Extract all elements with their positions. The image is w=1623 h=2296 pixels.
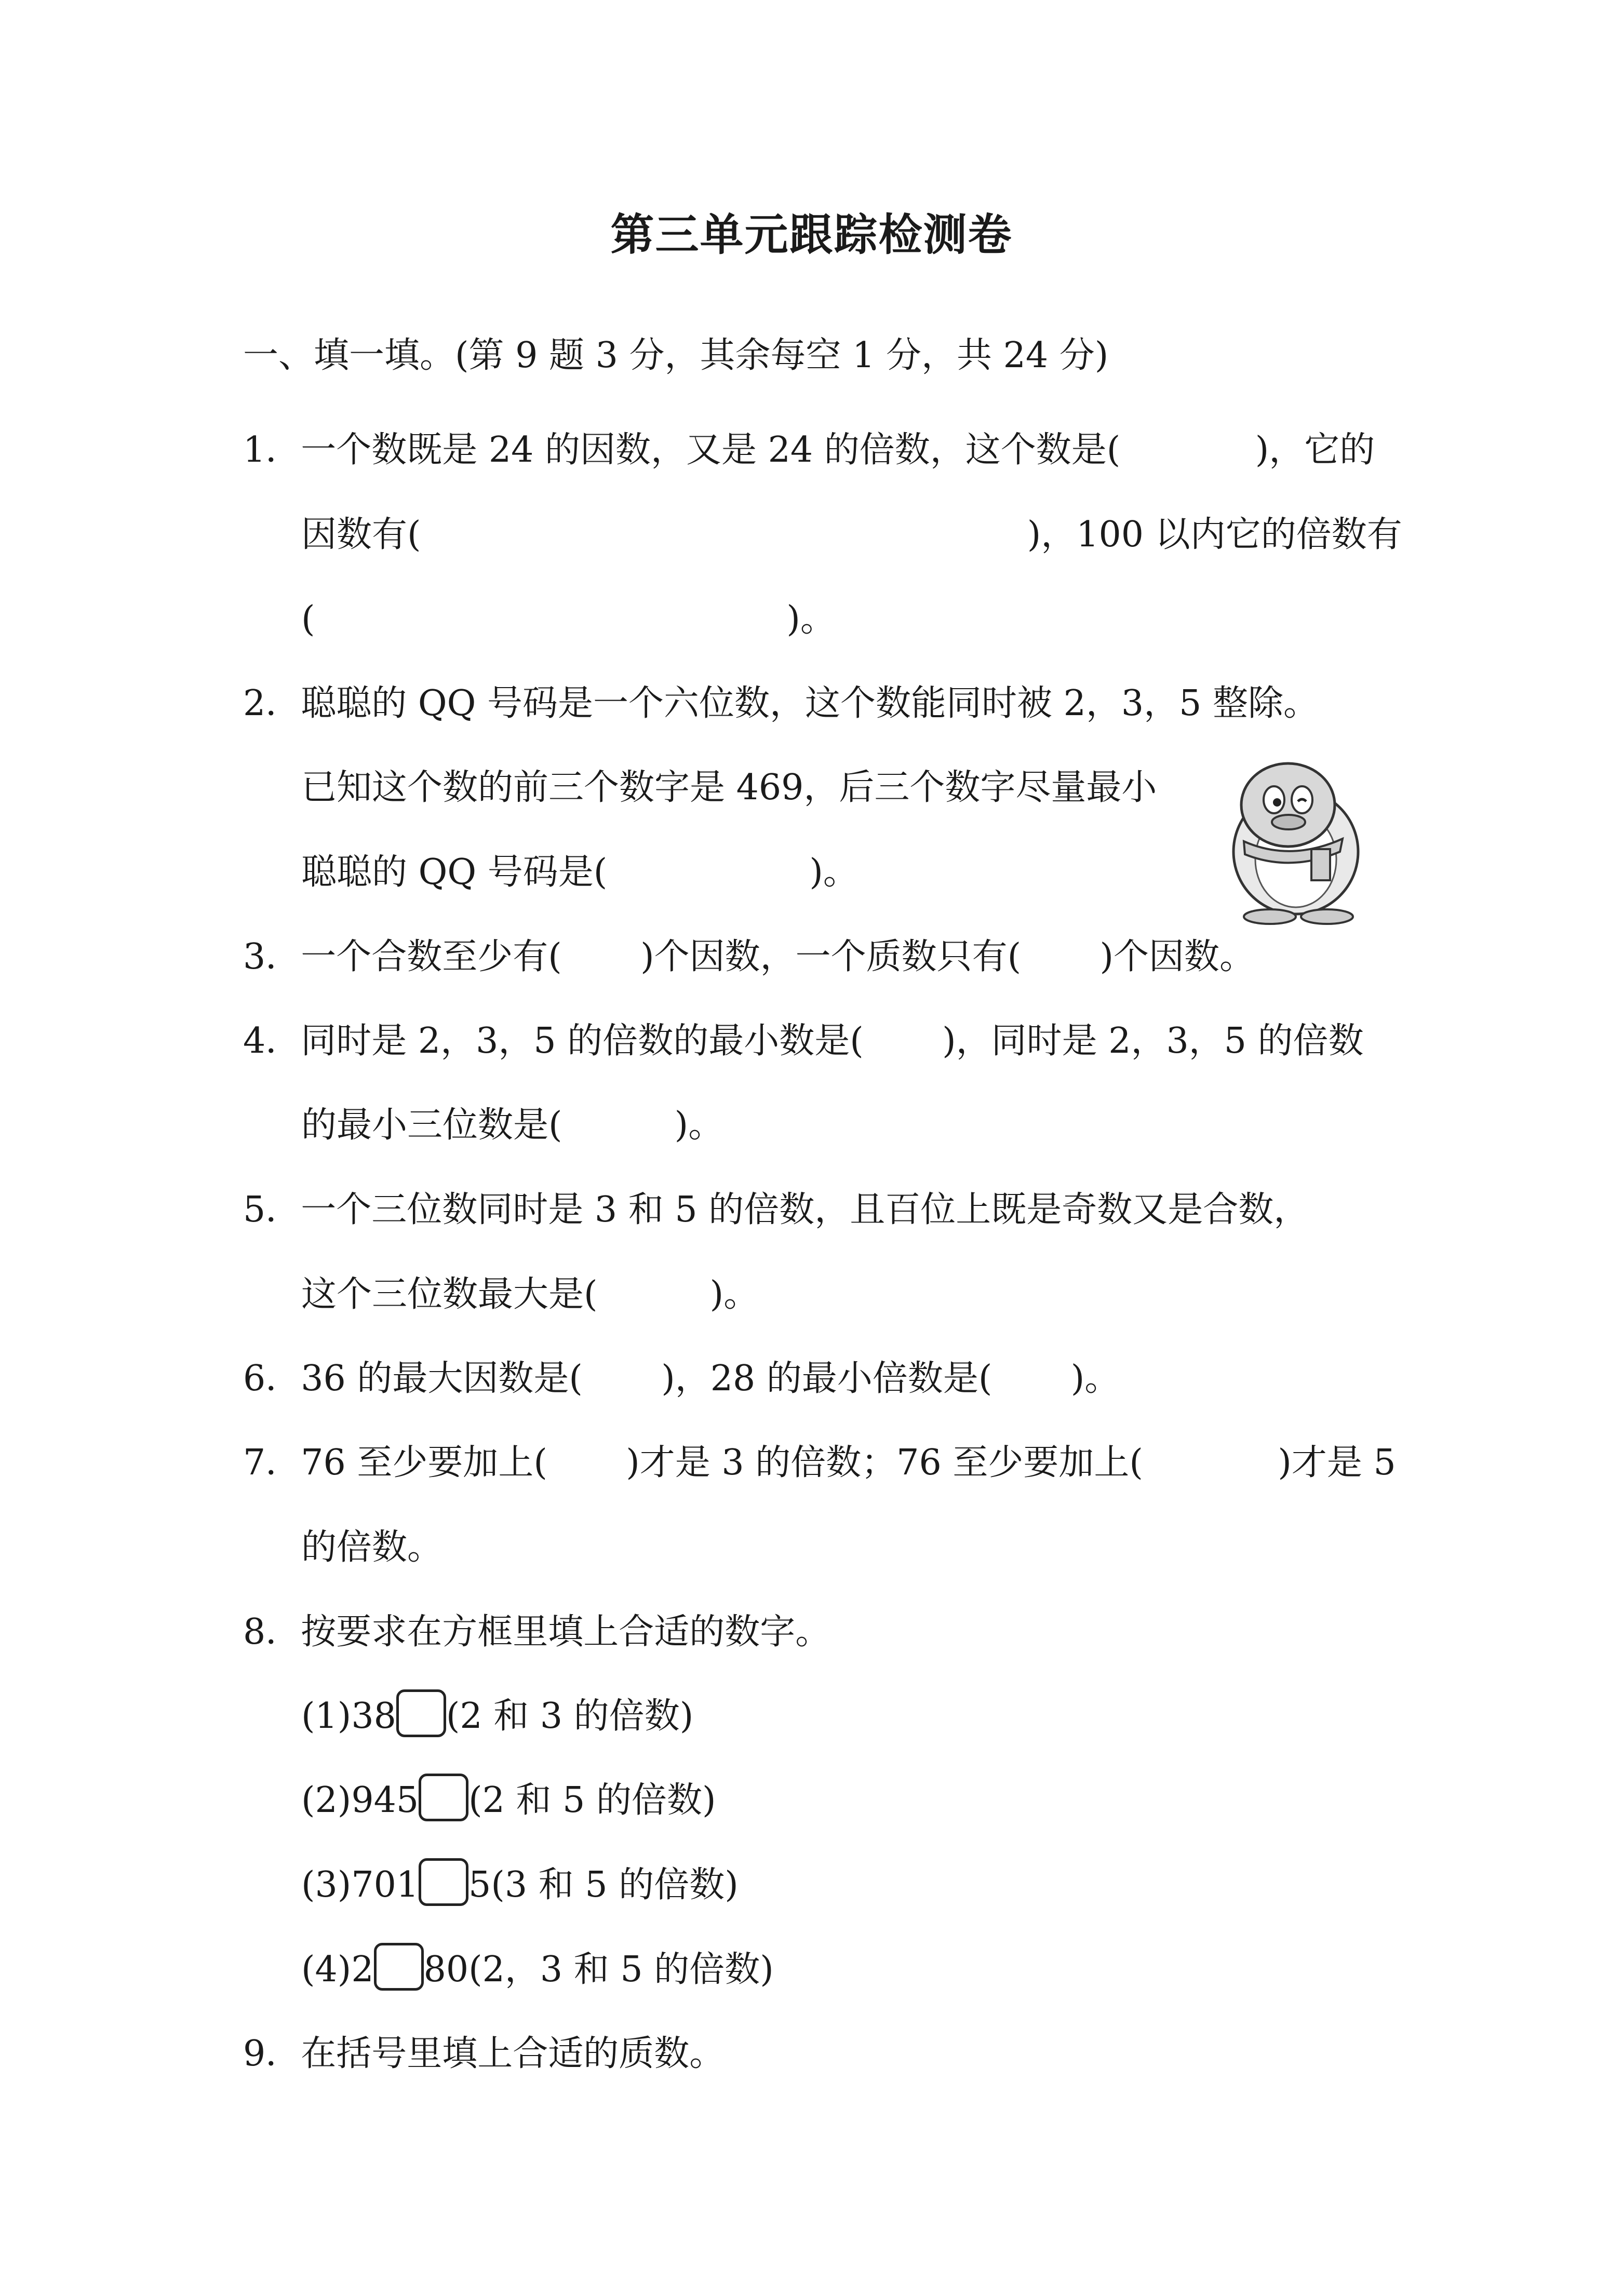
part-1-prefix: (1)38	[301, 1696, 396, 1737]
question-5-line-1: 5．一个三位数同时是 3 和 5 的倍数，且百位上既是奇数又是合数，	[243, 1189, 1309, 1230]
question-8-part-4	[301, 1941, 774, 1998]
part-1-suffix: (2 和 3 的倍数)	[446, 1696, 694, 1737]
question-4-line-1: 4．同时是 2，3，5 的倍数的最小数是( )，同时是 2，3，5 的倍数	[243, 1021, 1364, 1062]
question-2-line-2: 已知这个数的前三个数字是 469，后三个数字尽量最小	[301, 767, 1157, 808]
question-7-line-2: 的倍数。	[301, 1527, 443, 1568]
question-4-line-2: 的最小三位数是( )。	[301, 1105, 724, 1146]
answer-box-3[interactable]	[419, 1858, 468, 1906]
part-3-suffix: 5(3 和 5 的倍数)	[468, 1864, 739, 1905]
answer-box-1[interactable]	[396, 1689, 446, 1737]
part-3-prefix: (3)701	[301, 1864, 419, 1905]
question-1-line-3: ( )。	[301, 599, 836, 640]
qq-penguin-icon	[1213, 756, 1384, 927]
question-5-line-2: 这个三位数最大是( )。	[301, 1274, 759, 1315]
question-8-part-3	[301, 1857, 739, 1914]
part-4-prefix: (4)2	[301, 1949, 374, 1990]
question-8-stem: 8．按要求在方框里填上合适的数字。	[243, 1612, 831, 1653]
answer-box-2[interactable]	[419, 1774, 468, 1821]
question-8-part-2	[301, 1772, 716, 1829]
question-2-line-3: 聪聪的 QQ 号码是( )。	[301, 852, 859, 893]
part-4-suffix: 80(2，3 和 5 的倍数)	[423, 1949, 774, 1990]
question-2-line-1: 2．聪聪的 QQ 号码是一个六位数，这个数能同时被 2，3，5 整除。	[243, 683, 1319, 724]
question-7-line-1: 7．76 至少要加上( )才是 3 的倍数；76 至少要加上( )才是 5	[243, 1442, 1396, 1483]
question-8-part-1	[301, 1688, 693, 1745]
question-9: 9．在括号里填上合适的质数。	[243, 2033, 725, 2074]
page-title: 第三单元跟踪检测卷	[610, 209, 1013, 260]
question-1-line-2: 因数有( )，100 以内它的倍数有	[301, 514, 1402, 555]
question-3: 3．一个合数至少有( )个因数，一个质数只有( )个因数。	[243, 936, 1255, 977]
answer-box-4[interactable]	[374, 1943, 424, 1991]
question-1-line-1: 1．一个数既是 24 的因数，又是 24 的倍数，这个数是( )，它的	[243, 429, 1375, 471]
part-2-suffix: (2 和 5 的倍数)	[468, 1780, 716, 1821]
section-heading: 一、填一填。(第 9 题 3 分，其余每空 1 分，共 24 分)	[243, 335, 1109, 376]
question-6: 6．36 的最大因数是( )，28 的最小倍数是( )。	[243, 1358, 1120, 1399]
part-2-prefix: (2)945	[301, 1780, 419, 1821]
